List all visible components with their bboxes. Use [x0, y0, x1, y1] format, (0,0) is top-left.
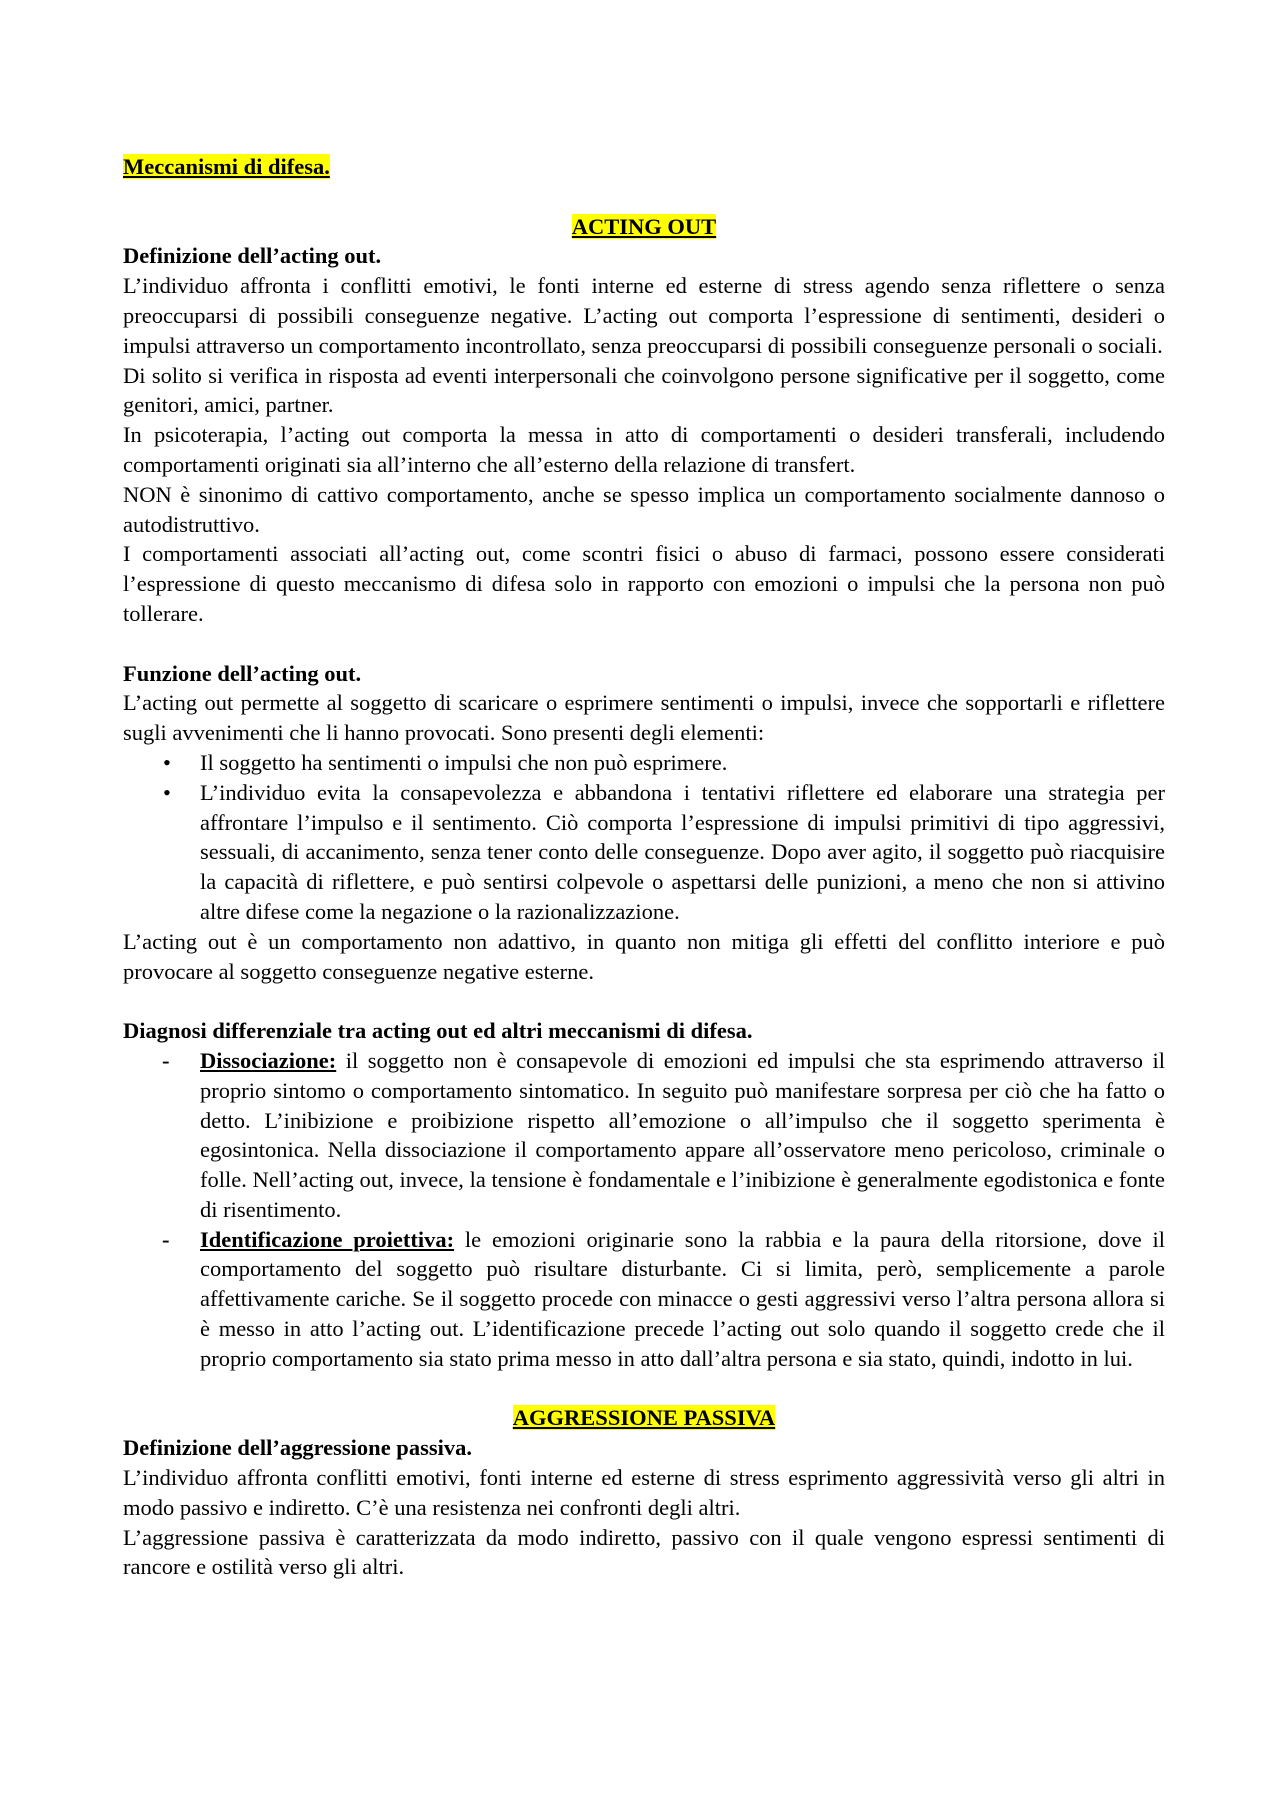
paragraph: L’acting out è un comportamento non adattivo, in quanto non mitiga gli effetti del conflitto interiore e può provocare al soggetto conseguenze negative esterne.: [123, 928, 1165, 984]
list-item: [123, 778, 1165, 927]
list-item-text: il soggetto non è consapevole di emozioni ed impulsi che sta esprimendo attraverso il proprio sintomo o comportamento sintomatico. In seguito può manifestare sorpresa per ciò che ha fatto o detto. L’inibizione e proibizione rispetto all’emozione o all’impulso che il soggetto sperimenta è egosintonica. Nella dissociazione il comportamento appare all’osservatore meno pericoloso, criminale o folle. Nell’acting out, invece, la tensione è fondamentale e l’inibizione è generalmente egodistonica e fonte di risentimento.: [200, 1047, 1165, 1222]
section-heading-aggressione-passiva: [123, 1403, 1165, 1433]
paragraph: L’acting out permette al soggetto di scaricare o esprimere sentimenti o impulsi, invece che sopportarli e riflettere sugli avvenimenti che li hanno provocati. Sono presenti degli elementi:: [123, 690, 1165, 746]
document-title-text: Meccanismi di difesa.: [123, 154, 330, 179]
paragraph: I comportamenti associati all’acting out, come scontri fisici o abuso di farmaci, possono essere considerati l’espressione di questo meccanismo di difesa solo in rapporto con emozioni o impulsi che la persona non può tollerare.: [123, 541, 1165, 626]
paragraph: L’individuo affronta conflitti emotivi, fonti interne ed esterne di stress esprimento aggressività verso gli altri in modo passivo e indiretto. C’è una resistenza nei confronti degli altri.: [123, 1465, 1165, 1520]
list-item: [123, 748, 1165, 778]
subheading-definition-aggressione-passiva: Definizione dell’aggressione passiva.: [123, 1435, 472, 1461]
list-item: [123, 1046, 1165, 1225]
dash-list: [123, 1046, 1165, 1374]
subheading-differential-diagnosis: Diagnosi differenziale tra acting out ed altri meccanismi di difesa.: [123, 1018, 753, 1044]
term-identificazione-proiettiva: Identificazione proiettiva:: [200, 1226, 455, 1252]
spacer: [123, 1374, 1165, 1404]
section-heading-acting-out: [123, 212, 1165, 242]
paragraph: Di solito si verifica in risposta ad eventi interpersonali che coinvolgono persone significative per il soggetto, come genitori, amici, partner.: [123, 362, 1165, 418]
subheading-definition-acting-out: Definizione dell’acting out.: [123, 243, 382, 269]
spacer: [123, 182, 1165, 212]
paragraph: L’aggressione passiva è caratterizzata da modo indiretto, passivo con il quale vengono espressi sentimenti di rancore e ostilità verso gli altri.: [123, 1524, 1165, 1580]
document-title: [123, 152, 1165, 182]
dash-icon: -: [162, 1047, 170, 1073]
bullet-icon: •: [163, 779, 171, 805]
subheading-function-acting-out: Funzione dell’acting out.: [123, 660, 362, 686]
list-item: [123, 1225, 1165, 1374]
spacer: [123, 986, 1165, 1016]
section-heading-aggressione-passiva-text: AGGRESSIONE PASSIVA: [512, 1405, 776, 1431]
spacer: [123, 629, 1165, 659]
dash-icon: -: [162, 1226, 170, 1252]
bullet-list: [123, 748, 1165, 927]
list-item-text: Il soggetto ha sentimenti o impulsi che non può esprimere.: [200, 749, 728, 775]
paragraph: L’individuo affronta i conflitti emotivi, le fonti interne ed esterne di stress agendo senza riflettere o senza preoccuparsi di possibili conseguenze negative. L’acting out comporta l’espressione di sentimenti, desideri o impulsi attraverso un comportamento incontrollato, senza preoccuparsi di possibili conseguenze personali o sociali.: [123, 273, 1165, 358]
section-heading-acting-out-text: ACTING OUT: [571, 213, 717, 239]
bullet-icon: •: [163, 749, 171, 775]
list-item-text: le emozioni originarie sono la rabbia e la paura della ritorsione, dove il comportamento del soggetto può risultare disturbante. Ci si limita, però, semplicemente a parole affettivamente cariche. Se il soggetto procede con minacce o gesti aggressivi verso l’altra persona allora si è messo in atto l’acting out. L’identificazione precede l’acting out solo quando il soggetto crede che il proprio comportamento sia stato prima messo in atto dall’altra persona e sia stato, quindi, indotto in lui.: [200, 1226, 1165, 1371]
term-dissociazione: Dissociazione:: [200, 1047, 337, 1073]
document-page: [123, 152, 1165, 1582]
paragraph: In psicoterapia, l’acting out comporta la messa in atto di comportamenti o desideri transferali, includendo comportamenti originati sia all’interno che all’esterno della relazione di transfert.: [123, 422, 1165, 477]
paragraph: NON è sinonimo di cattivo comportamento, anche se spesso implica un comportamento socialmente dannoso o autodistruttivo.: [123, 481, 1165, 537]
list-item-text: L’individuo evita la consapevolezza e abbandona i tentativi riflettere ed elaborare una strategia per affrontare l’impulso e il sentimento. Ciò comporta l’espressione di impulsi primitivi di tipo aggressivi, sessuali, di accanimento, senza tener conto delle conseguenze. Dopo aver agito, il soggetto può riacquisire la capacità di riflettere, e può sentirsi colpevole o aspettarsi delle punizioni, a meno che non si attivino altre difese come la negazione o la razionalizzazione.: [200, 779, 1165, 924]
